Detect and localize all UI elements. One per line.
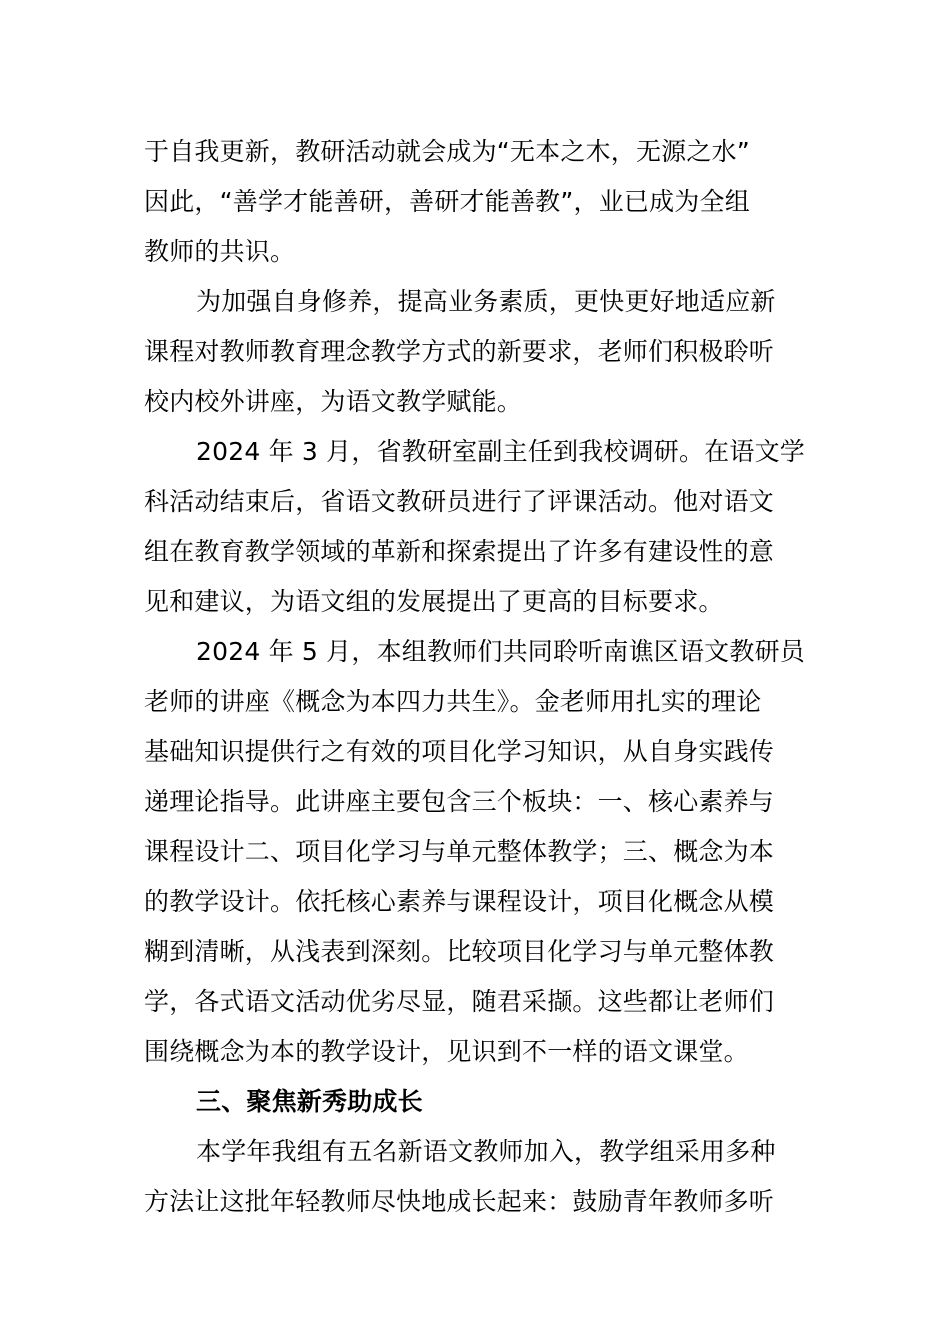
section-heading: 三、聚焦新秀助成长 bbox=[196, 1087, 423, 1116]
text-line: 糊到清晰，从浅表到深刻。比较项目化学习与单元整体教 bbox=[144, 937, 775, 966]
text-line: 学，各式语文活动优劣尽显，随君采撷。这些都让老师们 bbox=[144, 987, 775, 1016]
text-line: 方法让这批年轻教师尽快地成长起来：鼓励青年教师多听 bbox=[144, 1187, 775, 1216]
paragraph-first-line: 2024 年 3 月，省教研室副主任到我校调研。在语文学 bbox=[196, 437, 805, 466]
paragraph-first-line: 为加强自身修养，提高业务素质，更快更好地适应新 bbox=[196, 287, 776, 316]
paragraph-first-line: 2024 年 5 月，本组教师们共同聆听南谯区语文教研员 bbox=[196, 637, 805, 666]
text-line: 的教学设计。依托核心素养与课程设计，项目化概念从模 bbox=[144, 887, 775, 916]
text-line: 于自我更新，教研活动就会成为“无本之木，无源之水” bbox=[144, 137, 750, 166]
text-line: 递理论指导。此讲座主要包含三个板块：一、核心素养与 bbox=[144, 787, 775, 816]
text-line: 校内校外讲座，为语文教学赋能。 bbox=[144, 387, 523, 416]
text-line: 围绕概念为本的教学设计，见识到不一样的语文课堂。 bbox=[144, 1037, 749, 1066]
text-line: 老师的讲座《概念为本四力共生》。金老师用扎实的理论 bbox=[144, 687, 762, 716]
text-line: 科活动结束后，省语文教研员进行了评课活动。他对语文 bbox=[144, 487, 775, 516]
document-body bbox=[144, 127, 808, 1227]
text-line: 教师的共识。 bbox=[144, 237, 296, 266]
text-line: 基础知识提供行之有效的项目化学习知识，从自身实践传 bbox=[144, 737, 775, 766]
text-line: 课程对教师教育理念教学方式的新要求，老师们积极聆听 bbox=[144, 337, 775, 366]
text-line: 见和建议，为语文组的发展提出了更高的目标要求。 bbox=[144, 587, 724, 616]
text-line: 因此，“善学才能善研，善研才能善教”，业已成为全组 bbox=[144, 187, 750, 216]
text-line: 课程设计二、项目化学习与单元整体教学；三、概念为本 bbox=[144, 837, 775, 866]
text-line: 组在教育教学领域的革新和探索提出了许多有建设性的意 bbox=[144, 537, 775, 566]
paragraph-first-line: 本学年我组有五名新语文教师加入，教学组采用多种 bbox=[196, 1137, 776, 1166]
